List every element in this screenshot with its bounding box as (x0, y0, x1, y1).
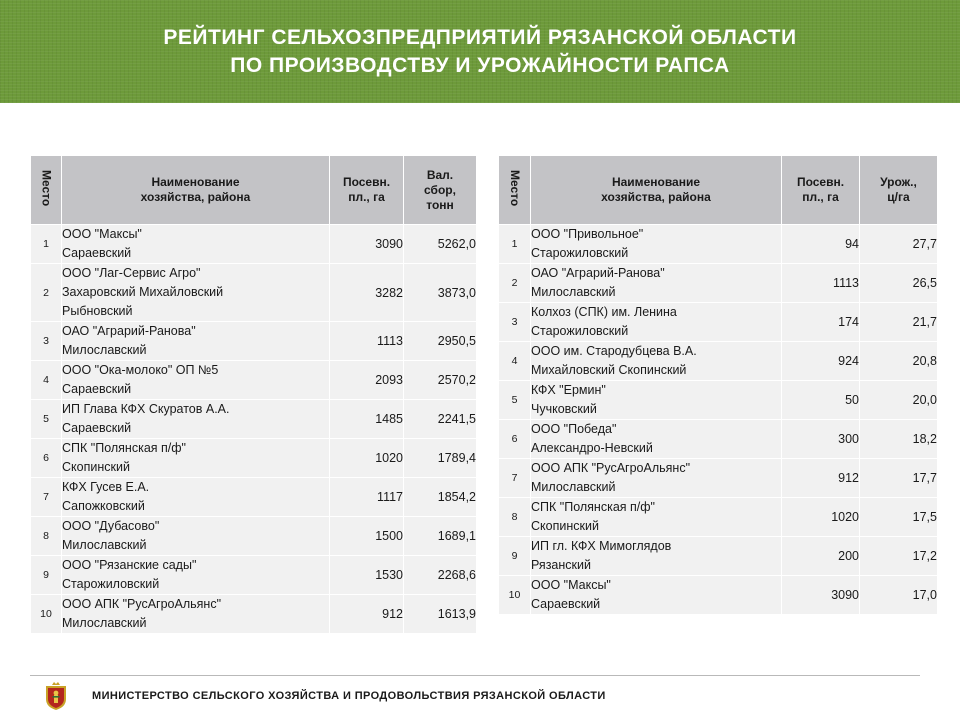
farm-name-cell (62, 478, 330, 517)
rank-cell: 3 (31, 322, 62, 361)
table-row (31, 556, 477, 595)
ryazan-coat-of-arms-icon (43, 681, 69, 711)
farm-name-line: Милославский (531, 480, 616, 494)
sown-area-cell: 1485 (330, 400, 404, 439)
sown-area-cell: 1020 (330, 439, 404, 478)
farm-name-line: Сараевский (62, 421, 132, 435)
farm-name-line: Колхоз (СПК) им. Ленина (531, 305, 677, 319)
farm-name-line: КФХ Гусев Е.А. (62, 480, 150, 494)
farm-name-cell (62, 225, 330, 264)
table-row (31, 225, 477, 264)
farm-name-line: Чучковский (531, 402, 597, 416)
sown-area-cell: 3090 (330, 225, 404, 264)
rank-cell: 1 (31, 225, 62, 264)
table-header-row (499, 156, 938, 225)
table-row (31, 322, 477, 361)
column-header-name: Наименование хозяйства, района (62, 156, 330, 225)
rank-cell: 9 (31, 556, 62, 595)
sown-area-cell: 1113 (330, 322, 404, 361)
farm-name-line: Сараевский (531, 597, 601, 611)
farm-name-cell (62, 264, 330, 322)
sown-area-cell: 912 (782, 459, 860, 498)
rank-cell: 10 (499, 576, 531, 615)
farm-name-line: ОАО "Аграрий-Ранова" (531, 266, 665, 280)
column-header-area: Посевн. пл., га (782, 156, 860, 225)
rank-cell: 8 (31, 517, 62, 556)
farm-name-line: Сараевский (62, 382, 132, 396)
rank-cell: 6 (31, 439, 62, 478)
farm-name-line: ООО АПК "РусАгроАльянс" (62, 597, 222, 611)
farm-name-cell (531, 576, 782, 615)
column-header-gross-harvest: Вал. сбор, тонн (404, 156, 477, 225)
farm-name-line: Скопинский (62, 460, 130, 474)
column-header-place: Место (31, 156, 62, 225)
rank-cell: 5 (31, 400, 62, 439)
farm-name-line: ООО "Дубасово" (62, 519, 160, 533)
farm-name-line: КФХ "Ермин" (531, 383, 606, 397)
column-header-yield: Урож., ц/га (860, 156, 938, 225)
sown-area-cell: 912 (330, 595, 404, 634)
sown-area-cell: 1113 (782, 264, 860, 303)
farm-name-cell (531, 225, 782, 264)
farm-name-cell (531, 303, 782, 342)
table-row (31, 439, 477, 478)
farm-name-cell (62, 439, 330, 478)
rank-cell: 10 (31, 595, 62, 634)
rank-cell: 4 (31, 361, 62, 400)
gross-harvest-cell: 1854,2 (404, 478, 477, 517)
yield-cell: 21,7 (860, 303, 938, 342)
farm-name-cell (531, 498, 782, 537)
sown-area-cell: 924 (782, 342, 860, 381)
sown-area-cell: 3090 (782, 576, 860, 615)
farm-name-line: СПК "Полянская п/ф" (531, 500, 655, 514)
sown-area-cell: 300 (782, 420, 860, 459)
farm-name-line: Милославский (62, 538, 147, 552)
farm-name-cell (62, 400, 330, 439)
table-row (499, 576, 938, 615)
column-header-place: Место (499, 156, 531, 225)
rank-cell: 4 (499, 342, 531, 381)
yield-cell: 17,0 (860, 576, 938, 615)
farm-name-line: Старожиловский (531, 246, 629, 260)
rank-cell: 6 (499, 420, 531, 459)
farm-name-line: Старожиловский (531, 324, 629, 338)
yield-cell: 17,5 (860, 498, 938, 537)
yield-cell: 27,7 (860, 225, 938, 264)
farm-name-cell (531, 537, 782, 576)
sown-area-cell: 2093 (330, 361, 404, 400)
farm-name-line: ООО им. Стародубцева В.А. (531, 344, 697, 358)
farm-name-line: ООО "Привольное" (531, 227, 644, 241)
table-row (499, 225, 938, 264)
table-row (499, 381, 938, 420)
gross-harvest-cell: 2241,5 (404, 400, 477, 439)
sown-area-cell: 94 (782, 225, 860, 264)
gross-harvest-cell: 2268,6 (404, 556, 477, 595)
yield-cell: 26,5 (860, 264, 938, 303)
table-row (499, 303, 938, 342)
table-row (499, 459, 938, 498)
yield-cell: 18,2 (860, 420, 938, 459)
page-title-line-2: ПО ПРОИЗВОДСТВУ И УРОЖАЙНОСТИ РАПСА (230, 53, 730, 77)
table-row (499, 537, 938, 576)
farm-name-line: Скопинский (531, 519, 599, 533)
farm-name-line: ООО "Рязанские сады" (62, 558, 197, 572)
farm-name-line: Сапожковский (62, 499, 145, 513)
farm-name-line: ООО "Лаг-Сервис Агро" (62, 266, 201, 280)
gross-harvest-cell: 3873,0 (404, 264, 477, 322)
farm-name-line: ООО "Ока-молоко" ОП №5 (62, 363, 219, 377)
farm-name-line: ООО "Максы" (62, 227, 142, 241)
title-banner (0, 0, 960, 103)
yield-cell: 20,8 (860, 342, 938, 381)
farm-name-line: Рязанский (531, 558, 591, 572)
farm-name-line: СПК "Полянская п/ф" (62, 441, 186, 455)
farm-name-line: ОАО "Аграрий-Ранова" (62, 324, 196, 338)
ministry-name: МИНИСТЕРСТВО СЕЛЬСКОГО ХОЗЯЙСТВА И ПРОДОВОЛЬСТВИЯ РЯЗАНСКОЙ ОБЛАСТИ (92, 690, 606, 702)
table-row (31, 400, 477, 439)
rank-cell: 2 (31, 264, 62, 322)
farm-name-line: Милославский (531, 285, 616, 299)
farm-name-line: ООО "Победа" (531, 422, 617, 436)
table-row (499, 264, 938, 303)
table-row (31, 595, 477, 634)
rank-cell: 9 (499, 537, 531, 576)
farm-name-line: Александро-Невский (531, 441, 653, 455)
sown-area-cell: 174 (782, 303, 860, 342)
page-title-line-1: РЕЙТИНГ СЕЛЬХОЗПРЕДПРИЯТИЙ РЯЗАНСКОЙ ОБЛАСТИ (163, 25, 797, 49)
farm-name-line: ООО АПК "РусАгроАльянс" (531, 461, 691, 475)
column-header-name: Наименование хозяйства, района (531, 156, 782, 225)
sown-area-cell: 1500 (330, 517, 404, 556)
sown-area-cell: 3282 (330, 264, 404, 322)
rank-cell: 1 (499, 225, 531, 264)
gross-harvest-cell: 5262,0 (404, 225, 477, 264)
gross-harvest-cell: 1789,4 (404, 439, 477, 478)
gross-harvest-cell: 2950,5 (404, 322, 477, 361)
farm-name-cell (531, 342, 782, 381)
sown-area-cell: 200 (782, 537, 860, 576)
yield-cell: 17,2 (860, 537, 938, 576)
farm-name-cell (62, 556, 330, 595)
yield-rating-table (498, 155, 938, 615)
farm-name-cell (62, 517, 330, 556)
farm-name-cell (531, 264, 782, 303)
table-row (31, 264, 477, 322)
farm-name-line: ООО "Максы" (531, 578, 611, 592)
table-row (499, 420, 938, 459)
table-header-row (31, 156, 477, 225)
gross-harvest-cell: 1613,9 (404, 595, 477, 634)
farm-name-line: Старожиловский (62, 577, 160, 591)
farm-name-cell (531, 459, 782, 498)
sown-area-cell: 1530 (330, 556, 404, 595)
farm-name-line: Захаровский Михайловский (62, 285, 224, 299)
table-row (499, 498, 938, 537)
table-row (499, 342, 938, 381)
sown-area-cell: 50 (782, 381, 860, 420)
farm-name-line: Милославский (62, 343, 147, 357)
farm-name-line: Михайловский Скопинский (531, 363, 687, 377)
yield-cell: 17,7 (860, 459, 938, 498)
yield-cell: 20,0 (860, 381, 938, 420)
gross-harvest-cell: 2570,2 (404, 361, 477, 400)
farm-name-line: ИП Глава КФХ Скуратов А.А. (62, 402, 230, 416)
farm-name-cell (62, 322, 330, 361)
rank-cell: 3 (499, 303, 531, 342)
farm-name-line: Сараевский (62, 246, 132, 260)
table-row (31, 517, 477, 556)
rank-cell: 7 (31, 478, 62, 517)
footer-divider (30, 675, 920, 676)
farm-name-cell (531, 381, 782, 420)
rank-cell: 7 (499, 459, 531, 498)
rank-cell: 5 (499, 381, 531, 420)
sown-area-cell: 1117 (330, 478, 404, 517)
farm-name-line: Рыбновский (62, 304, 133, 318)
farm-name-line: Милославский (62, 616, 147, 630)
sown-area-cell: 1020 (782, 498, 860, 537)
farm-name-line: ИП гл. КФХ Мимоглядов (531, 539, 672, 553)
gross-harvest-cell: 1689,1 (404, 517, 477, 556)
column-header-area: Посевн. пл., га (330, 156, 404, 225)
farm-name-cell (62, 595, 330, 634)
farm-name-cell (62, 361, 330, 400)
production-rating-table (30, 155, 477, 634)
rank-cell: 8 (499, 498, 531, 537)
farm-name-cell (531, 420, 782, 459)
table-row (31, 361, 477, 400)
rank-cell: 2 (499, 264, 531, 303)
table-row (31, 478, 477, 517)
